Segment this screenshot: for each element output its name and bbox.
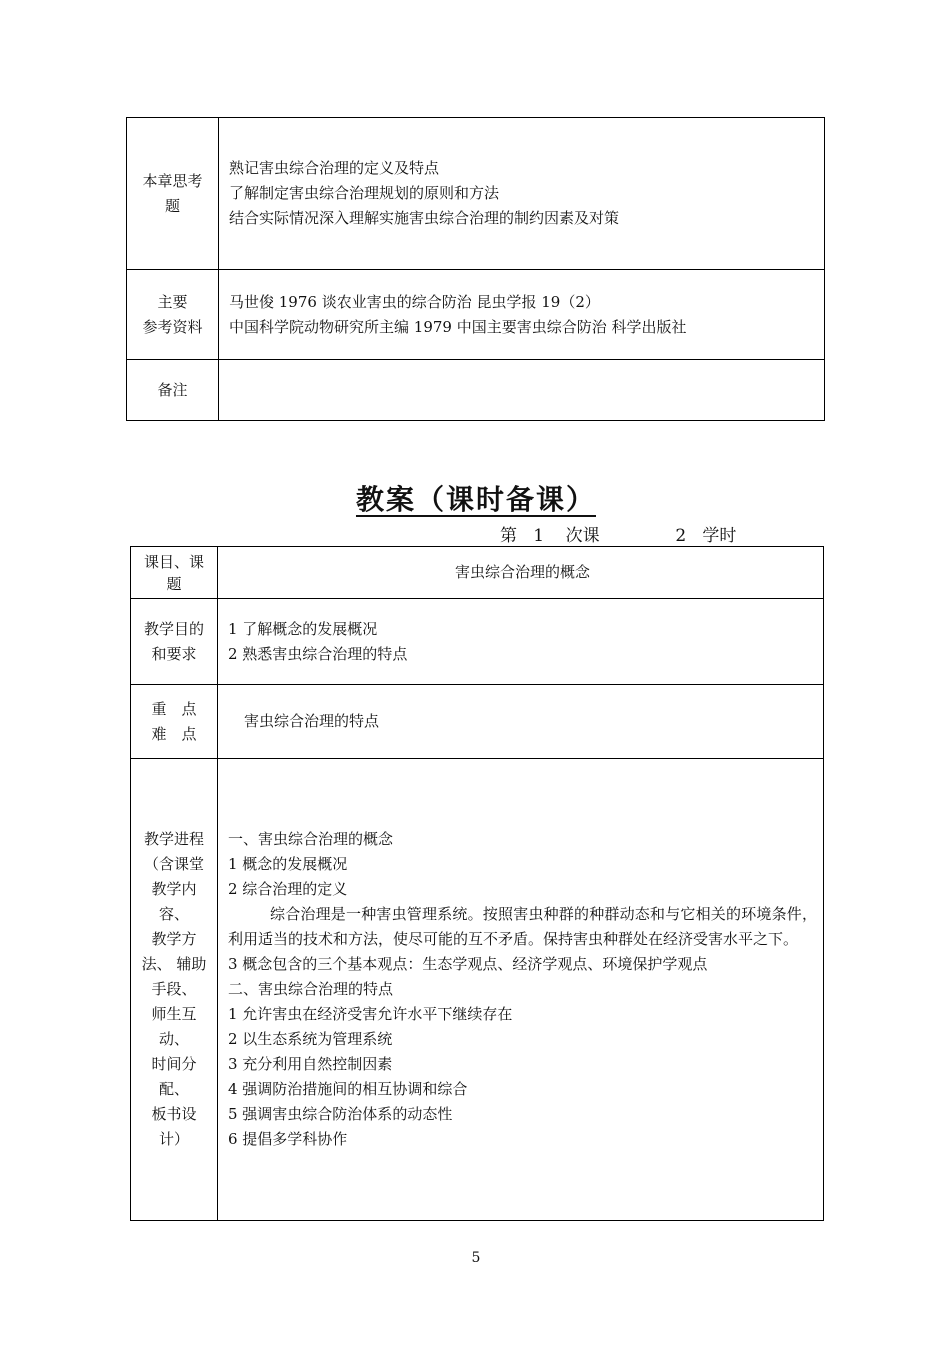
references-content <box>219 270 825 360</box>
process-line: 2 综合治理的定义 <box>228 880 348 898</box>
process-line: 1 允许害虫在经济受害允许水平下继续存在 <box>228 1005 513 1023</box>
process-line: 2 以生态系统为管理系统 <box>228 1030 393 1048</box>
topic-content: 害虫综合治理的概念 <box>218 547 824 599</box>
objectives-row <box>131 599 824 685</box>
process-content <box>218 759 824 1221</box>
lesson-plan-table <box>130 546 824 1221</box>
objectives-label: 教学目的 和要求 <box>131 599 218 685</box>
key-points-label: 重 点 难 点 <box>131 685 218 759</box>
definition-paragraph: 综合治理是一种害虫管理系统。按照害虫种群的种群动态和与它相关的环境条件，利用适当的技术和方法，使尽可能的互不矛盾。保持害虫种群处在经济受害水平之下。 <box>228 905 817 948</box>
remarks-row <box>127 360 825 421</box>
reference-line: 中国科学院动物研究所主编 1979 中国主要害虫综合防治 科学出版社 <box>229 317 687 336</box>
references-row <box>127 270 825 360</box>
page-title: 教案（课时备课） <box>355 483 596 516</box>
process-line: 6 提倡多学科协作 <box>228 1130 348 1148</box>
process-line: 3 概念包含的三个基本观点：生态学观点、经济学观点、环境保护学观点 <box>228 955 708 973</box>
process-line: 3 充分利用自然控制因素 <box>228 1055 393 1073</box>
thinking-question-line: 结合实际情况深入理解实施害虫综合治理的制约因素及对策 <box>229 209 620 227</box>
remarks-label: 备注 <box>127 360 219 421</box>
thinking-question-line: 熟记害虫综合治理的定义及特点 <box>229 159 440 177</box>
thinking-questions-content <box>219 118 825 270</box>
objectives-content <box>218 599 824 685</box>
thinking-question-line: 了解制定害虫综合治理规划的原则和方法 <box>229 184 500 202</box>
process-line: 5 强调害虫综合防治体系的动态性 <box>228 1105 453 1123</box>
topic-label: 课目、课 题 <box>131 547 218 599</box>
thinking-questions-label: 本章思考 题 <box>127 118 219 270</box>
page-number: 5 <box>471 1250 481 1266</box>
process-label: 教学进程 （含课堂 教学内 容、 教学方 法、 辅助 手段、 师生互 动、 时间分 配、 板书设 计） <box>131 759 218 1221</box>
process-line: 1 概念的发展概况 <box>228 855 348 873</box>
summary-table <box>126 117 825 421</box>
remarks-content <box>219 360 825 421</box>
key-points-content: 害虫综合治理的特点 <box>218 685 824 759</box>
topic-row <box>131 547 824 599</box>
process-row <box>131 759 824 1221</box>
objective-line: 1 了解概念的发展概况 <box>228 619 378 638</box>
reference-line: 马世俊 1976 谈农业害虫的综合防治 昆虫学报 19（2） <box>229 292 600 311</box>
session-info: 第 1 次课 2 学时 <box>500 526 737 546</box>
objective-line: 2 熟悉害虫综合治理的特点 <box>228 644 408 663</box>
process-line: 二、害虫综合治理的特点 <box>228 980 394 998</box>
references-label: 主要 参考资料 <box>127 270 219 360</box>
thinking-questions-row <box>127 118 825 270</box>
process-line: 4 强调防治措施间的相互协调和综合 <box>228 1080 468 1098</box>
process-line: 一、害虫综合治理的概念 <box>228 830 394 848</box>
key-points-row <box>131 685 824 759</box>
